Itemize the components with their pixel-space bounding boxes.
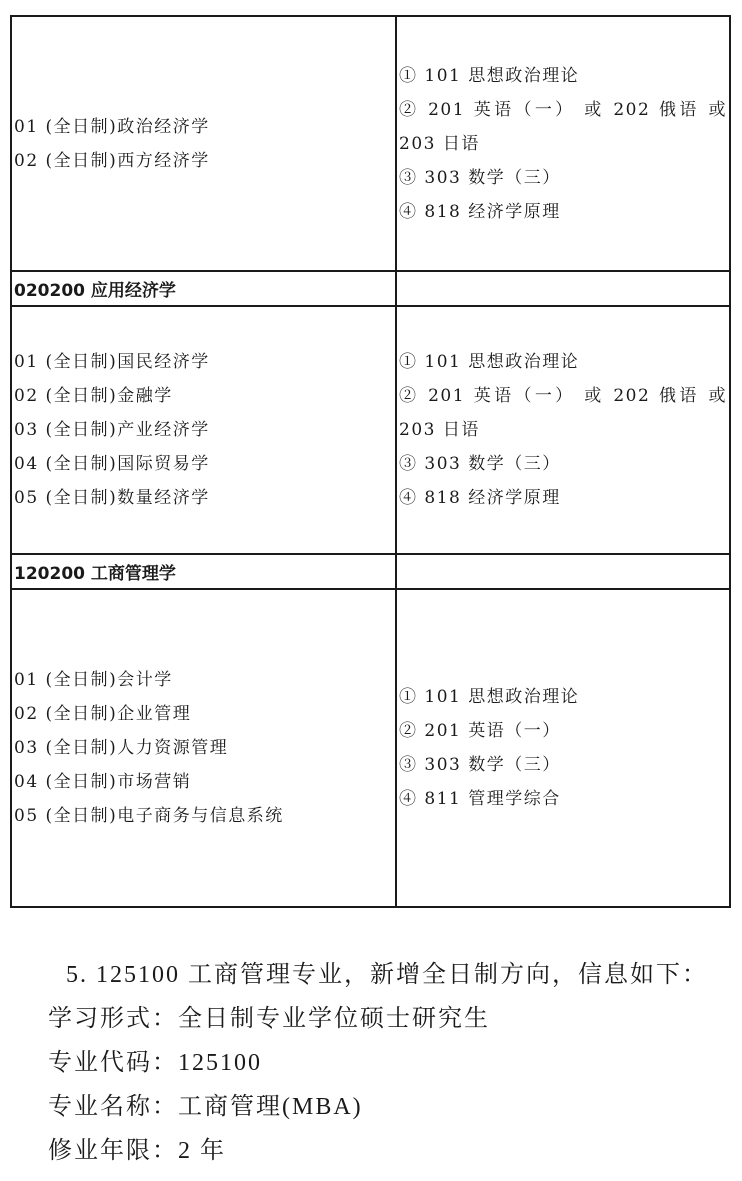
- major-title-cell: [11, 554, 396, 589]
- major-title: 120200 工商管理学: [14, 564, 176, 584]
- info-heading: 5. 125100 工商管理专业，新增全日制方向，信息如下：: [66, 962, 708, 988]
- directions-cell: [11, 16, 396, 271]
- list-item: ③ 303 数学（三）: [399, 755, 561, 775]
- list-item: 04 (全日制)市场营销: [14, 772, 192, 792]
- program-info: [48, 953, 738, 1173]
- enrollment-table: [10, 15, 731, 908]
- list-item: 05 (全日制)数量经济学: [14, 488, 210, 508]
- subject-list: [397, 59, 729, 229]
- major-header-row: [11, 271, 730, 306]
- list-item: 01 (全日制)国民经济学: [14, 352, 210, 372]
- major-title-cell: [11, 271, 396, 306]
- list-item: 203 日语: [399, 420, 480, 440]
- list-item: 04 (全日制)国际贸易学: [14, 454, 210, 474]
- table-row: [11, 16, 730, 271]
- directions-cell: [11, 589, 396, 907]
- list-item: ③ 303 数学（三）: [399, 454, 561, 474]
- subject-list: [397, 680, 729, 816]
- major-title: 020200 应用经济学: [14, 281, 176, 301]
- list-item: ① 101 思想政治理论: [399, 352, 580, 372]
- direction-list: [12, 110, 395, 178]
- major-name-line: 专业名称：工商管理(MBA): [48, 1094, 363, 1120]
- list-item: ③ 303 数学（三）: [399, 167, 561, 188]
- list-item: ② 201 英语（一） 或 202 俄语 或: [399, 386, 727, 406]
- empty-cell: [396, 271, 730, 306]
- duration-line: 修业年限：2 年: [48, 1138, 226, 1164]
- table-row: [11, 306, 730, 554]
- list-item: ① 101 思想政治理论: [399, 65, 580, 86]
- list-item: 03 (全日制)产业经济学: [14, 420, 210, 440]
- subject-list: [397, 345, 729, 515]
- list-item: ④ 818 经济学原理: [399, 201, 561, 222]
- list-item: 03 (全日制)人力资源管理: [14, 738, 229, 758]
- list-item: 05 (全日制)电子商务与信息系统: [14, 806, 284, 826]
- list-item: 01 (全日制)会计学: [14, 670, 173, 690]
- list-item: 203 日语: [399, 133, 480, 154]
- subjects-cell: [396, 16, 730, 271]
- direction-list: [12, 345, 395, 515]
- list-item: 02 (全日制)金融学: [14, 386, 173, 406]
- subjects-cell: [396, 306, 730, 554]
- list-item: ④ 811 管理学综合: [399, 789, 561, 809]
- list-item: ② 201 英语（一） 或 202 俄语 或: [399, 99, 727, 120]
- list-item: ① 101 思想政治理论: [399, 687, 580, 707]
- direction-list: [12, 663, 395, 833]
- empty-cell: [396, 554, 730, 589]
- list-item: 02 (全日制)西方经济学: [14, 150, 210, 171]
- list-item: 01 (全日制)政治经济学: [14, 116, 210, 137]
- study-form-line: 学习形式：全日制专业学位硕士研究生: [48, 1006, 490, 1032]
- list-item: ④ 818 经济学原理: [399, 488, 561, 508]
- list-item: ② 201 英语（一）: [399, 721, 561, 741]
- directions-cell: [11, 306, 396, 554]
- major-code-line: 专业代码：125100: [48, 1050, 262, 1076]
- subjects-cell: [396, 589, 730, 907]
- list-item: 02 (全日制)企业管理: [14, 704, 192, 724]
- major-header-row: [11, 554, 730, 589]
- table-row: [11, 589, 730, 907]
